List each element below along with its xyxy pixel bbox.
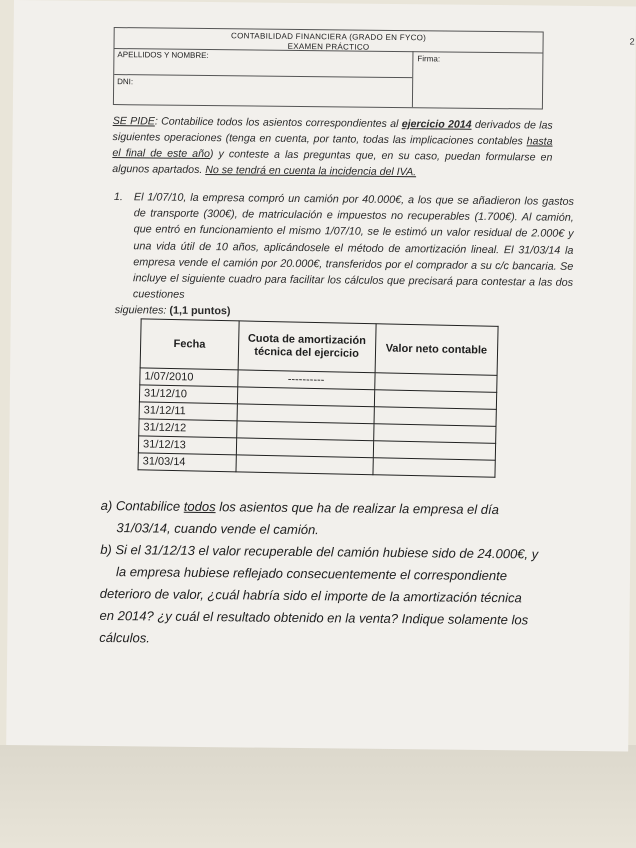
table-header-cuota: Cuota de amortización técnica del ejercicio <box>238 321 376 373</box>
subquestion-a: a) Contabilice todos los asientos que ha de realizar la empresa el día 31/03/14, cuando vende el camión. <box>100 497 499 538</box>
table-row: 31/12/13 <box>138 436 495 460</box>
question-1-text: El 1/07/10, la empresa compró un camión por 40.000€, a los que se añadieron los gastos de transporte (300€), de matriculación e impuestos no recuperables (1.700€). Al camión, que entró en funcionamiento el mismo 1/07/10, se le estimó un valor residual de 2.000€ y una vida útil de 10 años, aplicándosele el método de amortización lineal. El 31/03/14 la empresa vende el camión por 20.000€, transferidos por el comprador a su c/c bancaria. Se incluye el siguiente cuadro para facilitar los cálculos que precisará para contestar a las dos cuestiones <box>132 191 574 302</box>
desk-surface <box>0 745 636 848</box>
table-row: 31/12/12 <box>139 419 496 443</box>
dni-field-label: DNI: <box>117 77 134 87</box>
table-row: 1/07/2010 ---------- <box>140 368 497 392</box>
question-1: 1. El 1/07/10, la empresa compró un camión por 40.000€, a los que se añadieron los gastos de transporte (300€), de matriculación e impuestos no recuperables (1.700€). Al camión, que entró en funcionamiento el mismo 1/07/10, se le estimó un valor residual de 2.000€ y una vida útil de 10 años, aplicándosele el método de amortización lineal. El 31/03/14 la empresa vende el camión por 20.000€, transferidos por el comprador a su c/c bancaria. Se incluye el siguiente cuadro para facilitar los cálculos que precisará para contestar a las dos cuestiones siguientes: (1,1 puntos) <box>113 191 574 318</box>
exam-title: CONTABILIDAD FINANCIERA (GRADO EN FYCO) EXAMEN PRÁCTICO <box>231 31 427 52</box>
exam-header-box <box>113 27 544 109</box>
table-row: 31/12/10 <box>139 385 496 409</box>
subquestion-b: b) Si el 31/12/13 el valor recuperable del camión hubiese sido de 24.000€, y la empresa hubiese reflejado consecuentemente el correspondiente deterioro de valor, ¿cuál habría sido el importe de la amortización técnica en 2014? ¿y cuál el resultado obtenido en la venta? Indique solamente los cálculos. <box>99 541 539 646</box>
signature-field-label: Firma: <box>417 54 441 64</box>
table-row: 31/03/14 <box>138 453 495 477</box>
exam-sheet <box>6 0 636 751</box>
table-header-fecha: Fecha <box>140 319 239 370</box>
table-row: 31/12/11 <box>139 402 496 426</box>
page-number: 2 <box>629 36 635 47</box>
table-header-valor: Valor neto contable <box>375 324 498 376</box>
name-field-label: APELLIDOS Y NOMBRE: <box>117 50 209 61</box>
amortization-table <box>137 318 498 477</box>
instructions: SE PIDE: Contabilice todos los asientos correspondientes al ejercicio 2014 derivados de las siguientes operaciones (tenga en cuenta, por tanto, todas las implicaciones contables hasta el final de este año) y conteste a las preguntas que, en su caso, puedan formularse en algunos apartados. No se tendrá en cuenta la incidencia del IVA. <box>112 115 553 179</box>
